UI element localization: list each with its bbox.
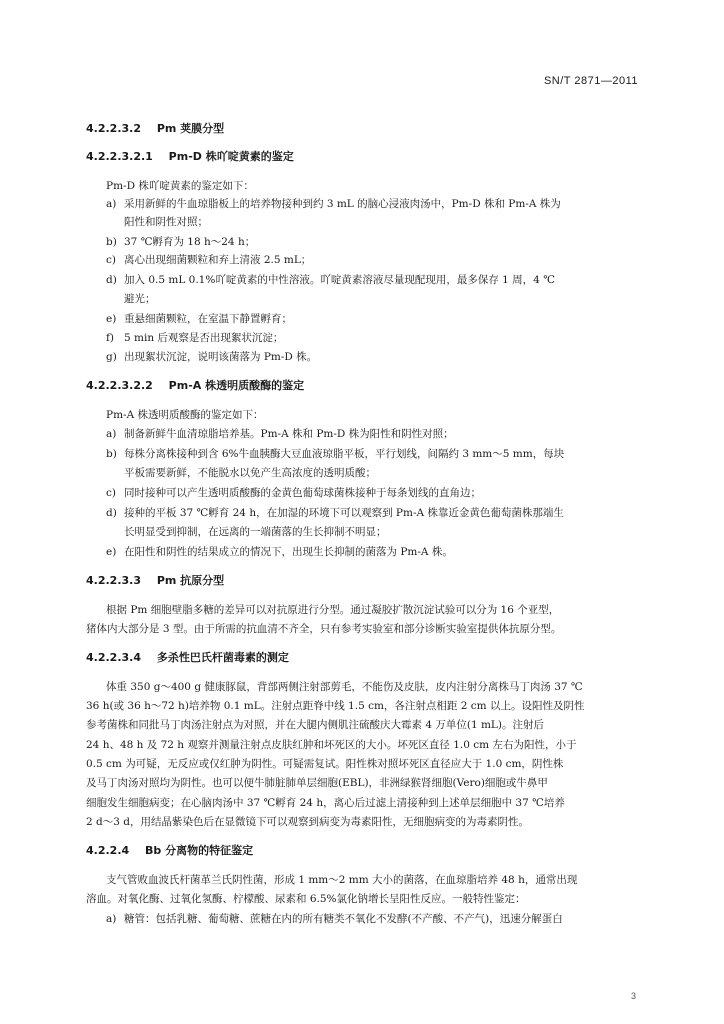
paragraph-line: 猪体内大部分是 3 型。由于所需的抗血清不齐全，只有参考实验室和部分诊断实验室提供体抗原分型。: [86, 623, 562, 635]
paragraph-line: 体重 350 g～400 g 健康豚鼠，背部两侧注射部剪毛，不能伤及皮肤，皮内注射分离株马丁肉汤 37 ℃: [106, 681, 583, 693]
paragraph-line: 24 h、48 h 及 72 h 观察并测量注射点皮肤红肿和坏死区的大小。坏死区直径 1.0 cm 左右为阳性，小于: [86, 739, 577, 751]
section-heading: [86, 843, 253, 859]
section-title: Pm-D 株吖啶黄素的鉴定: [168, 150, 294, 163]
page-number: 3: [630, 991, 636, 1001]
item-label: a): [106, 428, 117, 440]
section-number: 4.2.2.3.4: [86, 651, 141, 664]
item-label: d): [106, 507, 117, 519]
item-label: b): [106, 448, 117, 460]
section-title: Pm 荚膜分型: [156, 122, 225, 135]
paragraph-line: 参考菌株和同批马丁肉汤注射点为对照，并在大腿内侧肌注硫酸庆大霉素 4 万单位(1 mL)。注射后: [86, 719, 544, 731]
section-heading: [86, 149, 294, 165]
paragraph-line: 0.5 cm 为可疑，无反应或仅红肿为阴性。可疑需复试。阳性株对照坏死区直径应大于 1.0 cm，阴性株: [86, 758, 564, 770]
section-number: 4.2.2.4: [86, 844, 130, 857]
section-heading: [86, 573, 224, 589]
item-text: 离心出现细菌颗粒和弃上清液 2.5 mL；: [124, 254, 312, 266]
section-heading: [86, 121, 224, 137]
section-title: 多杀性巴氏杆菌毒素的测定: [156, 651, 289, 664]
item-label: a): [106, 913, 117, 925]
section-number: 4.2.2.3.2: [86, 122, 141, 135]
item-label: g): [106, 351, 117, 363]
item-text: 避光；: [124, 293, 156, 305]
item-text: 在阳性和阴性的结果成立的情况下，出现生长抑制的菌落为 Pm-A 株。: [124, 546, 453, 558]
paragraph-line: 细胞发生细胞病变；在心脑肉汤中 37 ℃孵育 24 h，离心后过滤上清接种到上述单层细胞中 37 ℃培养: [86, 797, 565, 809]
item-label: c): [106, 254, 116, 266]
item-text: 同时接种可以产生透明质酸酶的金黄色葡萄球菌株接种于每条划线的直角边；: [124, 487, 481, 499]
intro-text: Pm-D 株吖啶黄素的鉴定如下：: [106, 180, 254, 192]
item-text: 长明显受到抑制，在远离的一端菌落的生长抑制不明显；: [124, 526, 387, 538]
section-number: 4.2.2.3.3: [86, 574, 141, 587]
item-text: 重悬细菌颗粒，在室温下静置孵育；: [124, 313, 292, 325]
section-title: Bb 分离物的特征鉴定: [145, 844, 254, 857]
item-text: 接种的平板 37 ℃孵育 24 h，在加湿的环境下可以观察到 Pm-A 株靠近金黄色葡萄菌株那端生: [124, 507, 564, 519]
paragraph-line: 及马丁肉汤对照均为阴性。也可以便牛肺脏肺单层细胞(EBL)，非洲绿猴肾细胞(Vero)细胞或牛鼻甲: [86, 777, 548, 789]
item-label: f): [106, 332, 114, 344]
item-text: 制备新鲜牛血清琼脂培养基。Pm-A 株和 Pm-D 株为阳性和阴性对照；: [124, 428, 454, 440]
section-title: Pm-A 株透明质酸酶的鉴定: [168, 379, 305, 392]
item-text: 采用新鲜的牛血琼脂板上的培养物接种到约 3 mL 的脑心浸液肉汤中，Pm-D 株和 Pm-A 株为: [124, 198, 561, 210]
section-number: 4.2.2.3.2.1: [86, 150, 153, 163]
item-label: e): [106, 313, 117, 325]
item-label: e): [106, 546, 117, 558]
item-label: b): [106, 236, 117, 248]
section-heading: [86, 378, 304, 394]
paragraph-line: 36 h(或 36 h～72 h)培养物 0.1 mL。注射点距脊中线 1.5 cm，各注射点相距 2 cm 以上。设阳性及阴性: [86, 700, 585, 712]
item-text: 出现絮状沉淀，说明该菌落为 Pm-D 株。: [124, 351, 318, 363]
item-text: 阳性和阴性对照；: [124, 216, 208, 228]
section-heading: [86, 650, 289, 666]
item-text: 平板需要新鲜，不能脱水以免产生高浓度的透明质酸；: [124, 467, 376, 479]
intro-text: Pm-A 株透明质酸酶的鉴定如下：: [106, 409, 264, 421]
item-text: 5 min 后观察是否出现絮状沉淀；: [124, 332, 284, 344]
item-text: 加入 0.5 mL 0.1%吖啶黄素的中性溶液。吖啶黄素溶液尽量现配现用，最多保存 1 周，4 ℃: [124, 274, 555, 286]
paragraph-line: 支气管败血波氏杆菌革兰氏阴性菌，形成 1 mm～2 mm 大小的菌落，在血琼脂培养 48 h，通常出现: [106, 874, 578, 886]
item-label: d): [106, 274, 117, 286]
section-title: Pm 抗原分型: [156, 574, 225, 587]
item-label: c): [106, 487, 116, 499]
item-text: 每株分离株接种到含 6%牛血胰酶大豆血液琼脂平板，平行划线，间隔约 3 mm～5 mm，每块: [124, 448, 565, 460]
paragraph-line: 2 d～3 d，用结晶紫染色后在显微镜下可以观察到病变为毒素阳性，无细胞病变的为毒素阴性。: [86, 816, 529, 828]
item-text: 糖管：包括乳糖、葡萄糖、蔗糖在内的所有糖类不氧化不发酵(不产酸、不产气)，迅速分解蛋白: [124, 913, 563, 925]
paragraph-line: 根据 Pm 细胞壁脂多糖的差异可以对抗原进行分型。通过凝胶扩散沉淀试验可以分为 16 个亚型，: [106, 604, 560, 616]
item-label: a): [106, 198, 117, 210]
section-number: 4.2.2.3.2.2: [86, 379, 153, 392]
paragraph-line: 溶血。对氧化酶、过氧化氢酶、柠檬酸、尿素和 6.5%氯化钠增长呈阳性反应。一般特性鉴定：: [86, 893, 526, 905]
item-text: 37 ℃孵育为 18 h～24 h；: [124, 236, 256, 248]
standard-number: SN/T 2871—2011: [543, 75, 638, 87]
